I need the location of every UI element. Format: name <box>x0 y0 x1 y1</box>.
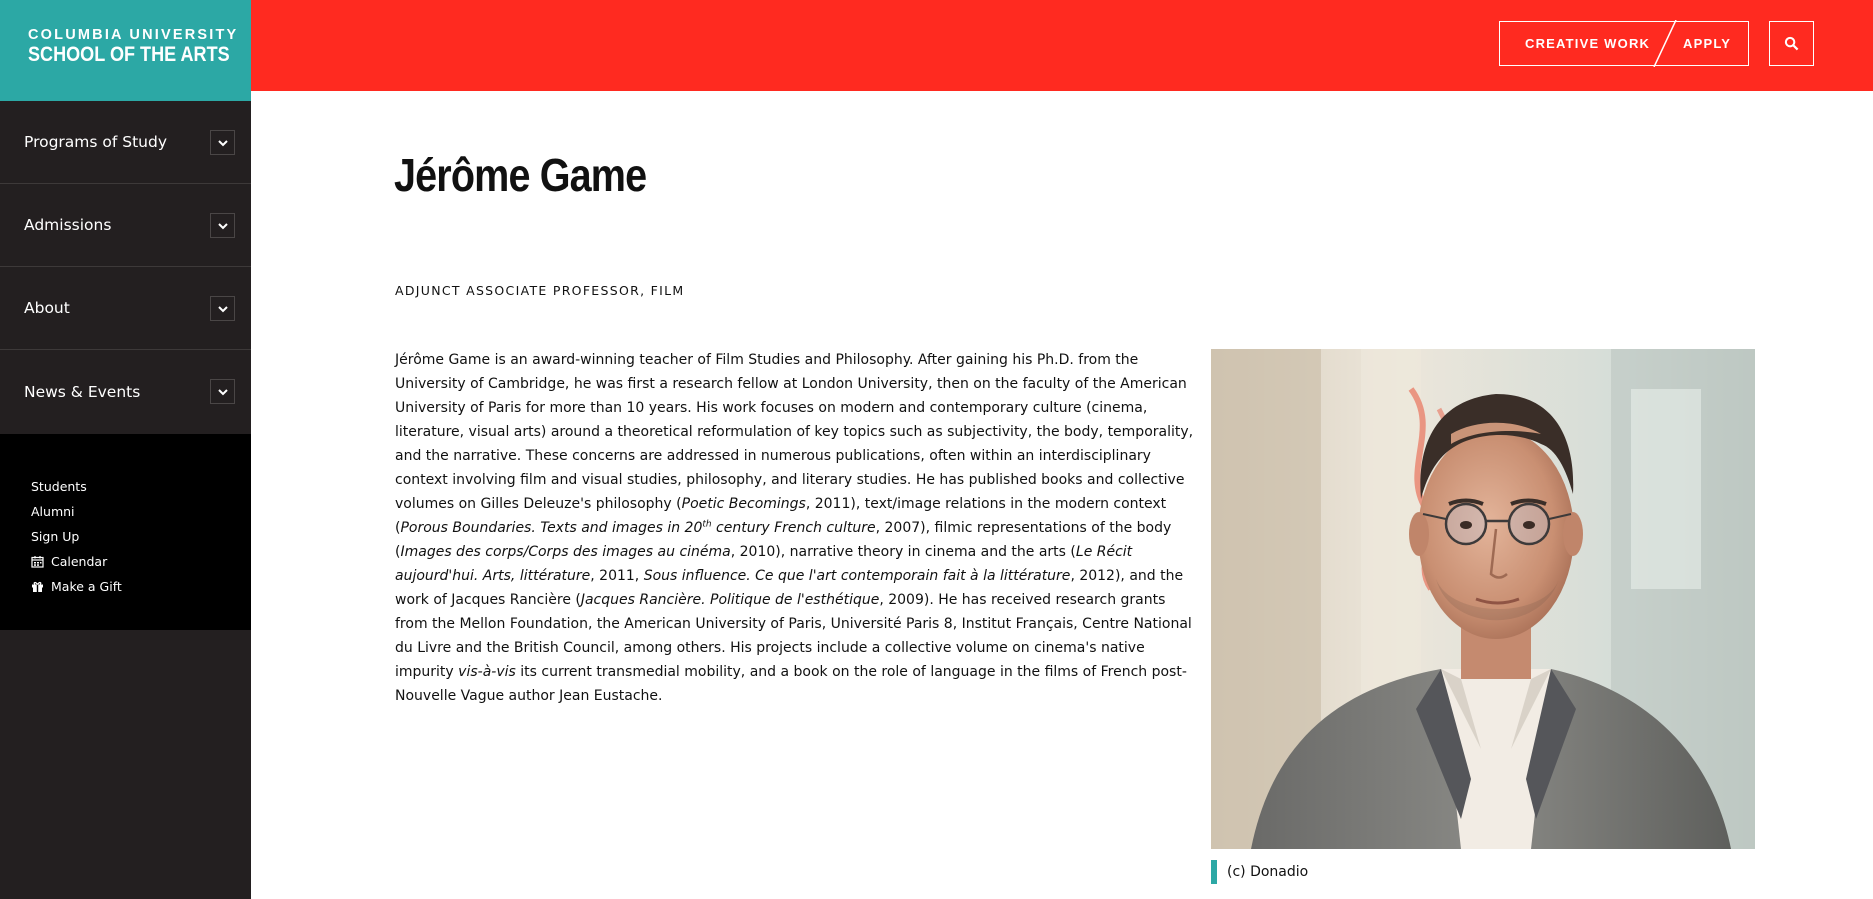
photo-caption <box>1211 860 1308 884</box>
subnav-students[interactable] <box>31 474 251 499</box>
nav-item-label: News & Events <box>24 382 141 401</box>
chevron-down-icon <box>217 386 229 398</box>
nav-expand-toggle[interactable] <box>210 213 235 238</box>
bio-text: , 2007), filmic representations of the body ( <box>395 520 1172 560</box>
faculty-bio <box>395 348 1195 708</box>
nav-expand-toggle[interactable] <box>210 296 235 321</box>
bio-text: , 2011), text/image relations in the modern context ( <box>395 496 1167 536</box>
nav-item-about[interactable] <box>0 267 251 350</box>
bio-text: , 2010), narrative theory in cinema and the arts ( <box>730 544 1076 560</box>
bio-title-italic: Sous influence. Ce que l'art contemporain fait à la littérature <box>643 568 1071 584</box>
subnav-label: Alumni <box>31 504 75 519</box>
nav-item-admissions[interactable] <box>0 184 251 267</box>
bio-title-italic <box>400 520 875 536</box>
nav-item-news-events[interactable] <box>0 350 251 433</box>
gift-icon <box>31 580 44 593</box>
cta-group <box>1499 21 1749 66</box>
bio-text: its current transmedial mobility, and a book on the role of language in the films of French post-Nouvelle Vague author Jean Eustache. <box>395 664 1187 704</box>
nav-item-label: About <box>24 299 70 317</box>
bio-title-italic: Le Récit aujourd'hui. Arts, littérature <box>395 544 1133 584</box>
nav-item-label: Programs of Study <box>24 133 168 151</box>
chevron-down-icon <box>217 303 229 315</box>
nav-item-label: Admissions <box>24 216 112 234</box>
bio-title-italic: vis-à-vis <box>458 664 516 680</box>
secondary-nav <box>0 434 251 630</box>
subnav-sign-up[interactable] <box>31 524 251 549</box>
school-logo[interactable] <box>0 0 251 101</box>
faculty-title: ADJUNCT ASSOCIATE PROFESSOR, FILM <box>395 283 685 298</box>
page-title: Jérôme Game <box>394 149 647 201</box>
chevron-down-icon <box>217 137 229 149</box>
nav-expand-toggle[interactable] <box>210 130 235 155</box>
subnav-make-a-gift[interactable] <box>31 574 251 599</box>
bio-text: , 2012), and the work of Jacques Rancière ( <box>395 568 1184 608</box>
bio-title-italic: Images des corps/Corps des images au cinéma <box>400 544 731 560</box>
bio-text: , 2009). He has received research grants from the Mellon Foundation, the American University of Paris, Université Paris 8, Institut Français, Centre National du Livre and the British Council, among others. His projects include a collective volume on cinema's native impurity <box>395 592 1192 680</box>
logo-university: COLUMBIA UNIVERSITY <box>28 27 239 43</box>
calendar-icon <box>31 555 44 568</box>
subnav-label: Calendar <box>51 554 108 569</box>
subnav-label: Sign Up <box>31 529 80 544</box>
bio-title-italic: Jacques Rancière. Politique de l'esthétique <box>580 592 880 608</box>
bio-title-part: Porous Boundaries. Texts and images in 20 <box>400 520 703 536</box>
bio-text: , 2011, <box>590 568 644 584</box>
divider-slash-icon <box>1650 20 1680 67</box>
logo-school: SCHOOL OF THE ARTS <box>28 43 230 66</box>
creative-work-link[interactable]: CREATIVE WORK <box>1525 36 1651 51</box>
top-header <box>251 0 1873 91</box>
sidebar <box>0 0 251 899</box>
bio-title-part: century French culture <box>711 520 876 536</box>
subnav-alumni[interactable] <box>31 499 251 524</box>
subnav-calendar[interactable] <box>31 549 251 574</box>
faculty-portrait <box>1211 349 1755 849</box>
bio-title-italic: Poetic Becomings <box>681 496 806 512</box>
bio-superscript: th <box>702 519 712 530</box>
portrait-illustration <box>1211 349 1755 849</box>
bio-text: Jérôme Game is an award-winning teacher of Film Studies and Philosophy. After gaining his Ph.D. from the University of Cambridge, he was first a research fellow at London University, then on the faculty of the American University of Paris for more than 10 years. His work focuses on modern and contemporary culture (cinema, literature, visual arts) around a theoretical reformulation of key topics such as subjectivity, the body, temporality, and the narrative. These concerns are addressed in numerous publications, often within an interdisciplinary context involving film and visual studies, philosophy, and literary studies. He has published books and collective volumes on Gilles Deleuze's philosophy ( <box>395 352 1194 512</box>
caption-accent-bar <box>1211 860 1217 884</box>
apply-link[interactable]: APPLY <box>1683 36 1732 51</box>
subnav-label: Make a Gift <box>51 579 122 594</box>
subnav-label: Students <box>31 479 87 494</box>
chevron-down-icon <box>217 220 229 232</box>
main-nav <box>0 101 251 433</box>
caption-text: (c) Donadio <box>1227 864 1309 880</box>
search-button[interactable] <box>1769 21 1814 66</box>
nav-item-programs-of-study[interactable] <box>0 101 251 184</box>
search-icon <box>1784 36 1799 51</box>
nav-expand-toggle[interactable] <box>210 379 235 404</box>
